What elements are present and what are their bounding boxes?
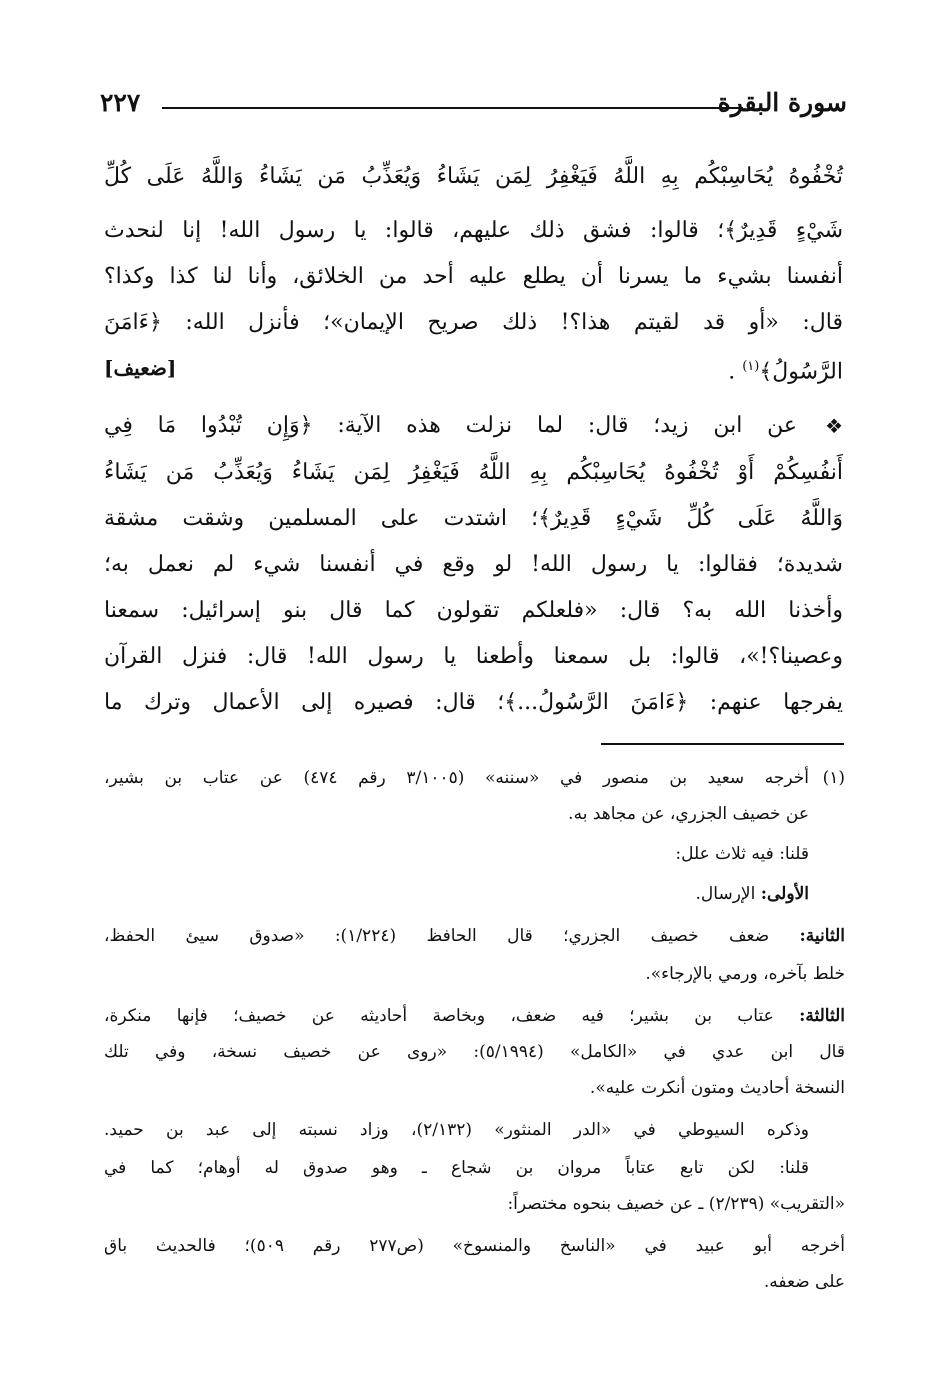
footnote-line-8: قال ابن عدي في «الكامل» (٥/١٩٩٤): «روى عن خصيف نسخة، وفي تلك: [104, 1042, 845, 1062]
footnote-line-2: عن خصيف الجزري، عن مجاهد به.: [568, 804, 809, 824]
footnote-line-9: النسخة أحاديث ومتون أنكرت عليه».: [589, 1078, 845, 1098]
body-line-6-text: عن ابن زيد؛ قال: لما نزلت هذه الآية: ﴿وَإِن تُبْدُوا مَا فِي: [104, 413, 797, 438]
first-defect: الإرسال.: [695, 884, 756, 904]
third-defect: عتاب بن بشير؛ فيه ضعف، وبخاصة أحاديثه عن خصيف؛ فإنها منكرة،: [104, 1006, 774, 1026]
footnote-line-13: أخرجه أبو عبيد في «الناسخ والمنسوخ» (ص٢٧٧ رقم ٥٠٩)؛ فالحديث باق: [104, 1236, 845, 1256]
bullet-icon: ❖: [825, 414, 843, 438]
body-line-7: أَنفُسِكُمْ أَوْ تُخْفُوهُ يُحَاسِبْكُم بِهِ اللَّهُ فَيَغْفِرُ لِمَن يَشَاءُ وَيُعَذِّبُ مَن يَشَاءُ: [104, 460, 843, 485]
footnote-line-4: [696, 878, 809, 910]
body-line-12: يفرجها عنهم: ﴿ءَامَنَ الرَّسُولُ...﴾؛ قال: فصيره إلى الأعمال وترك ما: [104, 690, 843, 715]
second-defect: ضعف خصيف الجزري؛ قال الحافظ (١/٢٢٤): «صدوق سيئ الحفظ،: [104, 926, 770, 946]
footnote-line-10: وذكره السيوطي في «الدر المنثور» (٢/١٣٢)، وزاد نسبته إلى عبد بن حميد.: [104, 1120, 809, 1140]
body-line-3: أنفسنا بشيء ما يسرنا أن يطلع عليه أحد من الخلائق، وأنا لنا كذا وكذا؟: [104, 264, 843, 289]
body-line-6: [104, 405, 843, 448]
body-line-9: شديدة؛ فقالوا: يا رسول الله! لو وقع في أنفسنا شيء لم نعمل به؛: [104, 552, 843, 577]
label-first: الأولى:: [760, 884, 809, 904]
quran-quote-end: الرَّسُولُ﴾: [759, 359, 843, 385]
footnote-line-6: خلط بآخره، ورمي بالإرجاء».: [645, 964, 845, 984]
footnote-rule: [601, 743, 844, 745]
body-line-2: شَيْءٍ قَدِيرٌ﴾؛ قالوا: فشق ذلك عليهم، قالوا: يا رسول الله! إنا لنحدث: [104, 218, 843, 243]
label-second: الثانية:: [799, 926, 845, 946]
footnote-line-14: على ضعفه.: [763, 1272, 845, 1292]
body-line-1: تُخْفُوهُ يُحَاسِبْكُم بِهِ اللَّهُ فَيَغْفِرُ لِمَن يَشَاءُ وَيُعَذِّبُ مَن يَشَاءُ وَاللَّهُ عَلَى كُلِّ: [104, 164, 843, 189]
body-line-5: [728, 346, 843, 393]
end-mark: .: [728, 359, 736, 385]
footnote-line-12: «التقريب» (٢/٢٣٩) ـ عن خصيف بنحوه مختصراً:: [507, 1194, 845, 1214]
footnote-line-3: قلنا: فيه ثلاث علل:: [675, 844, 809, 864]
body-line-11: وعصينا؟!»، قالوا: بل سمعنا وأطعنا يا رسول الله! قال: فنزل القرآن: [104, 644, 843, 669]
label-third: الثالثة:: [799, 1006, 845, 1026]
running-header: [100, 88, 847, 128]
footnote-line-1: أخرجه سعيد بن منصور في «سننه» (٣/١٠٠٥ رقم ٤٧٤) عن عتاب بن بشير،: [104, 768, 809, 788]
body-line-8: وَاللَّهُ عَلَى كُلِّ شَيْءٍ قَدِيرٌ﴾؛ اشتدت على المسلمين وشقت مشقة: [104, 506, 843, 531]
footnote-number: (١): [822, 768, 845, 788]
footnote-line-7: [104, 1000, 845, 1032]
body-line-4: قال: «أو قد لقيتم هذا؟! ذلك صريح الإيمان»؛ فأنزل الله: ﴿ءَامَنَ: [104, 310, 843, 335]
footnote-marker: (١): [742, 359, 760, 374]
grade-label: [ضعيف]: [104, 356, 177, 380]
page-number: ٢٢٧: [100, 88, 141, 117]
header-rule: [162, 107, 743, 109]
surah-title: سورة البقرة: [717, 88, 847, 117]
body-line-10: وأخذنا الله به؟ قال: «فلعلكم تقولون كما قال بنو إسرائيل: سمعنا: [104, 598, 843, 623]
footnote-line-5: [104, 920, 845, 952]
footnote-line-11: قلنا: لكن تابع عتاباً مروان بن شجاع ـ وهو صدوق له أوهام؛ كما في: [104, 1158, 809, 1178]
